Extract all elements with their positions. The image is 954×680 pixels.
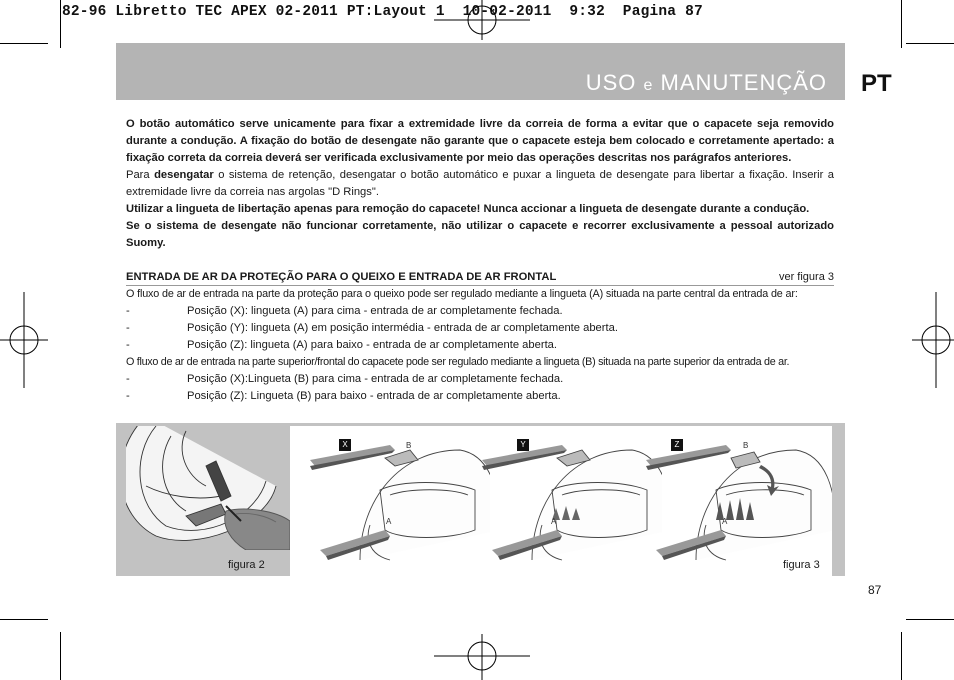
position-tag: Y [517, 439, 529, 451]
position-tag: Z [671, 439, 683, 451]
list-item: - Posição (Y): lingueta (A) em posição intermédia - entrada de ar completamente aberta. [126, 322, 618, 334]
page-title: USO e MANUTENÇÃO [585, 70, 827, 95]
list-item: - Posição (Z): lingueta (A) para baixo - entrada de ar completamente aberta. [126, 339, 558, 351]
figure-reference: ver figura 3 [778, 271, 834, 283]
paragraph-chin-intro: O fluxo de ar de entrada na parte da proteção para o queixo pode ser regulado mediante a lingueta (A) situada na parte central da entrada de ar: [126, 288, 798, 300]
crop-mark [0, 619, 48, 620]
section-heading-row [126, 269, 834, 286]
print-slug: 82-96 Libretto TEC APEX 02-2011 PT:Layout 1 10-02-2011 9:32 Pagina 87 [62, 4, 703, 20]
registration-mark-left [0, 292, 48, 388]
language-code: PT [861, 70, 892, 97]
tab-label: A [386, 517, 392, 526]
page-number: 87 [868, 583, 882, 597]
paragraph-authorized-service: Se o sistema de desengate não funcionar corretamente, não utilizar o capacete e recorrer exclusivamente a pessoal autorizado Suomy. [126, 220, 834, 249]
crop-mark [906, 43, 954, 44]
tab-label: B [406, 441, 412, 450]
crop-mark [906, 619, 954, 620]
list-item: - Posição (X):Lingueta (B) para cima - entrada de ar completamente fechada. [126, 373, 564, 385]
figure-2-caption: figura 2 [228, 559, 265, 571]
tab-label: A [722, 517, 728, 526]
helmet-y-illustration [472, 430, 662, 570]
registration-mark-top [434, 0, 530, 40]
figure-2-illustration [126, 426, 290, 550]
section-header-band [116, 43, 845, 100]
crop-mark [60, 0, 61, 48]
figure-3-caption: figura 3 [783, 559, 820, 571]
registration-mark-bottom [434, 634, 530, 680]
body-text [126, 116, 834, 405]
crop-mark [901, 0, 902, 48]
paragraph-tab-warning: Utilizar a lingueta de libertação apenas para remoção do capacete! Nunca accionar a lingueta de desengate durante a condução. [126, 203, 810, 215]
paragraph-warning-button: O botão automático serve unicamente para fixar a extremidade livre da correia de forma a evitar que o capacete seja removido durante a condução. A fixação do botão de desengate não garante que o capacete esteja bem colocado e corretamente apertado: a fixação correta da correia deverá ser verificada exclusivamente por meio das operações descritas nos parágrafos anteriores. [126, 118, 834, 164]
crop-mark [901, 632, 902, 680]
crop-mark [60, 632, 61, 680]
paragraph-release: Para desengatar o sistema de retenção, desengatar o botão automático e puxar a lingueta de desengate para libertar a fixação. Inserir a extremidade livre da correia nas argolas "D Rings". [126, 169, 834, 198]
position-tag: X [339, 439, 351, 451]
registration-mark-right [912, 292, 954, 388]
tab-label: B [743, 441, 749, 450]
section-heading: ENTRADA DE AR DA PROTEÇÃO PARA O QUEIXO E ENTRADA DE AR FRONTAL [126, 271, 557, 283]
crop-mark [0, 43, 48, 44]
tab-label: A [551, 517, 557, 526]
list-item: - Posição (X): lingueta (A) para cima - entrada de ar completamente fechada. [126, 305, 563, 317]
helmet-x-illustration [300, 430, 490, 570]
helmet-z-illustration [636, 430, 832, 570]
paragraph-front-intro: O fluxo de ar de entrada na parte superior/frontal do capacete pode ser regulado mediante a lingueta (B) situada na parte superior da entrada de ar. [126, 356, 790, 368]
list-item: - Posição (Z): Lingueta (B) para baixo - entrada de ar completamente aberta. [126, 390, 561, 402]
